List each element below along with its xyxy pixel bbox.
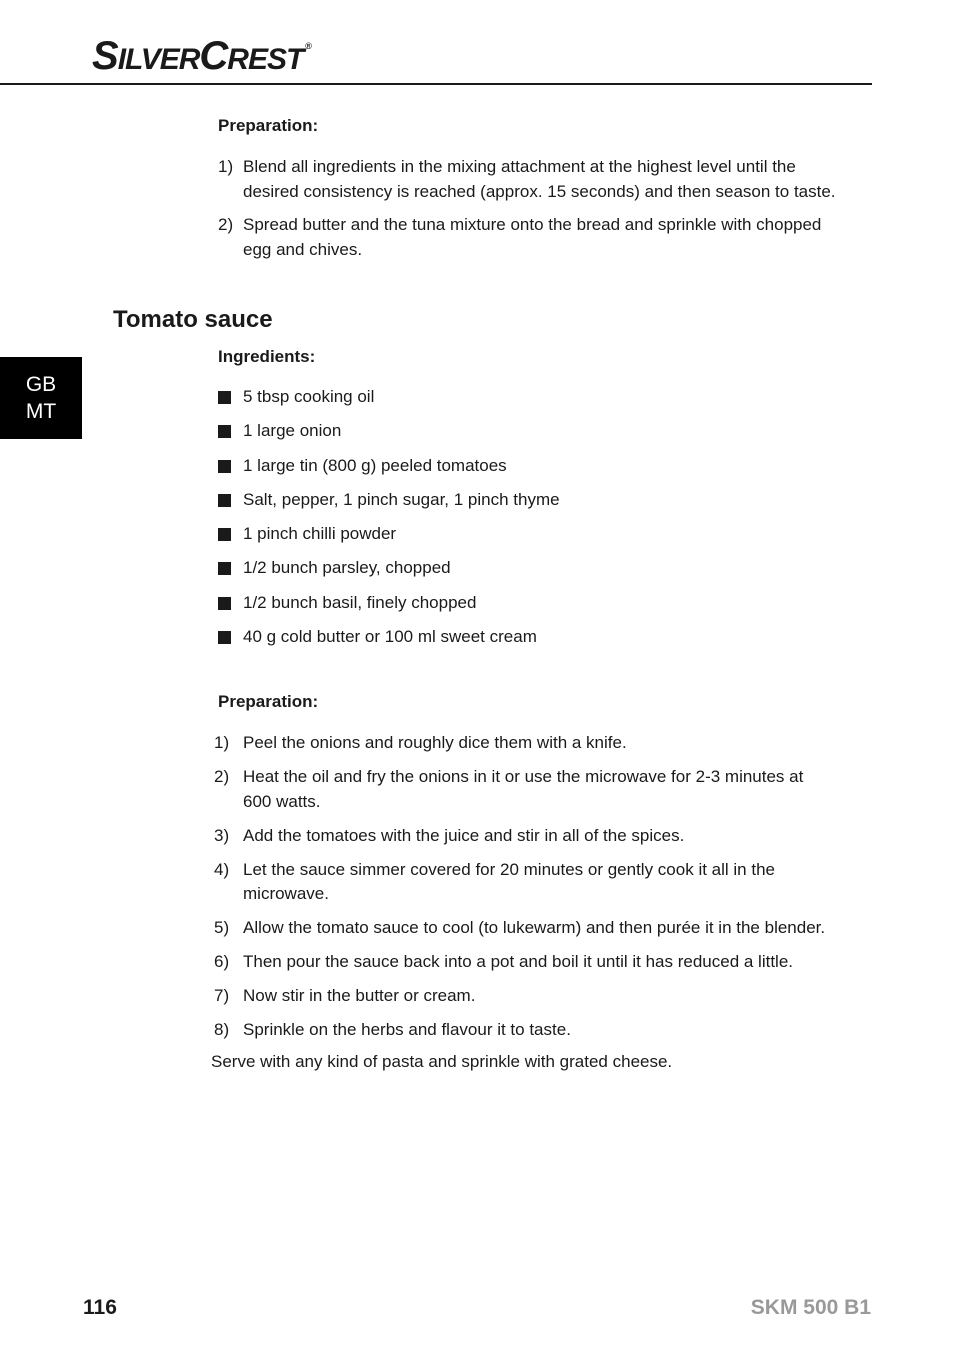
- ingredient-item: [218, 419, 560, 453]
- bullet-square-icon: [218, 391, 231, 404]
- step-text: Allow the tomato sauce to cool (to lukewarm) and then purée it in the blender.: [243, 918, 826, 937]
- model-number: SKM 500 B1: [750, 1296, 871, 1319]
- page-number: 116: [83, 1296, 117, 1319]
- step-item: [214, 984, 836, 1009]
- tomato-preparation-heading: Preparation:: [218, 692, 319, 711]
- header-rule: [0, 83, 872, 85]
- language-tab: [0, 357, 82, 439]
- ingredient-text: 5 tbsp cooking oil: [243, 387, 375, 406]
- bullet-square-icon: [218, 528, 231, 541]
- ingredient-item: [218, 591, 560, 625]
- ingredient-text: 1 large tin (800 g) peeled tomatoes: [243, 455, 507, 475]
- bullet-square-icon: [218, 631, 231, 644]
- bullet-square-icon: [218, 425, 231, 438]
- ingredient-item: [218, 625, 560, 659]
- brand-word-ilver: ILVER: [117, 43, 200, 76]
- ingredient-text: 1/2 bunch basil, finely chopped: [243, 592, 477, 612]
- step-item: [214, 858, 836, 907]
- brand-letter-s: S: [92, 34, 118, 78]
- tomato-preparation-steps: [214, 731, 836, 1043]
- ingredient-item: [218, 454, 560, 488]
- step-text: Add the tomatoes with the juice and stir in all of the spices.: [243, 825, 685, 845]
- ingredient-item: [218, 522, 560, 556]
- step-number: 1): [218, 157, 234, 176]
- tuna-preparation-heading: Preparation:: [218, 116, 319, 135]
- bullet-square-icon: [218, 562, 231, 575]
- ingredient-list: [218, 385, 560, 659]
- step-item: [214, 824, 836, 849]
- step-item: [214, 1018, 836, 1043]
- step-text: Then pour the sauce back into a pot and boil it until it has reduced a little.: [243, 952, 794, 971]
- step-number: 4): [214, 859, 230, 879]
- step-text: Peel the onions and roughly dice them with a knife.: [243, 733, 627, 752]
- step-number: 2): [214, 767, 230, 786]
- step-text: Sprinkle on the herbs and flavour it to taste.: [243, 1020, 571, 1039]
- language-code-gb: GB: [25, 373, 57, 396]
- step-number: 2): [218, 215, 234, 234]
- ingredient-text: Salt, pepper, 1 pinch sugar, 1 pinch thyme: [243, 489, 560, 509]
- ingredient-text: 1 large onion: [243, 421, 342, 441]
- brand-letter-c: C: [199, 34, 228, 78]
- bullet-square-icon: [218, 494, 231, 507]
- step-text: Blend all ingredients in the mixing attachment at the highest level until the desired consistency is reached (approx. 15 seconds) and then season to taste.: [243, 157, 836, 201]
- step-item: [214, 155, 836, 204]
- step-item: [214, 765, 836, 814]
- step-text: Now stir in the butter or cream.: [243, 986, 476, 1005]
- step-number: 7): [214, 986, 230, 1005]
- step-item: [214, 916, 836, 941]
- bullet-square-icon: [218, 597, 231, 610]
- step-item: [214, 731, 836, 756]
- tuna-preparation-steps: [214, 155, 836, 262]
- step-number: 6): [214, 952, 230, 971]
- section-title: Tomato sauce: [113, 306, 273, 333]
- serving-note: Serve with any kind of pasta and sprinkle with grated cheese.: [211, 1052, 673, 1071]
- registered-mark: ®: [305, 41, 311, 51]
- step-item: [214, 213, 836, 262]
- brand-word-rest: REST: [227, 43, 304, 76]
- language-code-mt: MT: [25, 400, 57, 423]
- brand-logo: [92, 36, 311, 76]
- ingredient-item: [218, 556, 560, 590]
- step-text: Heat the oil and fry the onions in it or use the microwave for 2-3 minutes at 600 watts.: [243, 767, 804, 811]
- bullet-square-icon: [218, 460, 231, 473]
- ingredient-text: 1 pinch chilli powder: [243, 524, 397, 544]
- step-number: 8): [214, 1020, 230, 1039]
- ingredient-text: 40 g cold butter or 100 ml sweet cream: [243, 627, 537, 647]
- ingredient-item: [218, 488, 560, 522]
- ingredient-item: [218, 385, 560, 419]
- ingredient-text: 1/2 bunch parsley, chopped: [243, 558, 451, 578]
- step-text: Spread butter and the tuna mixture onto the bread and sprinkle with chopped egg and chives.: [243, 215, 822, 259]
- step-text: Let the sauce simmer covered for 20 minutes or gently cook it all in the microwave.: [243, 859, 775, 903]
- ingredients-heading: Ingredients:: [218, 347, 316, 366]
- step-number: 5): [214, 918, 230, 937]
- step-item: [214, 950, 836, 975]
- step-number: 3): [214, 825, 230, 845]
- step-number: 1): [214, 733, 230, 752]
